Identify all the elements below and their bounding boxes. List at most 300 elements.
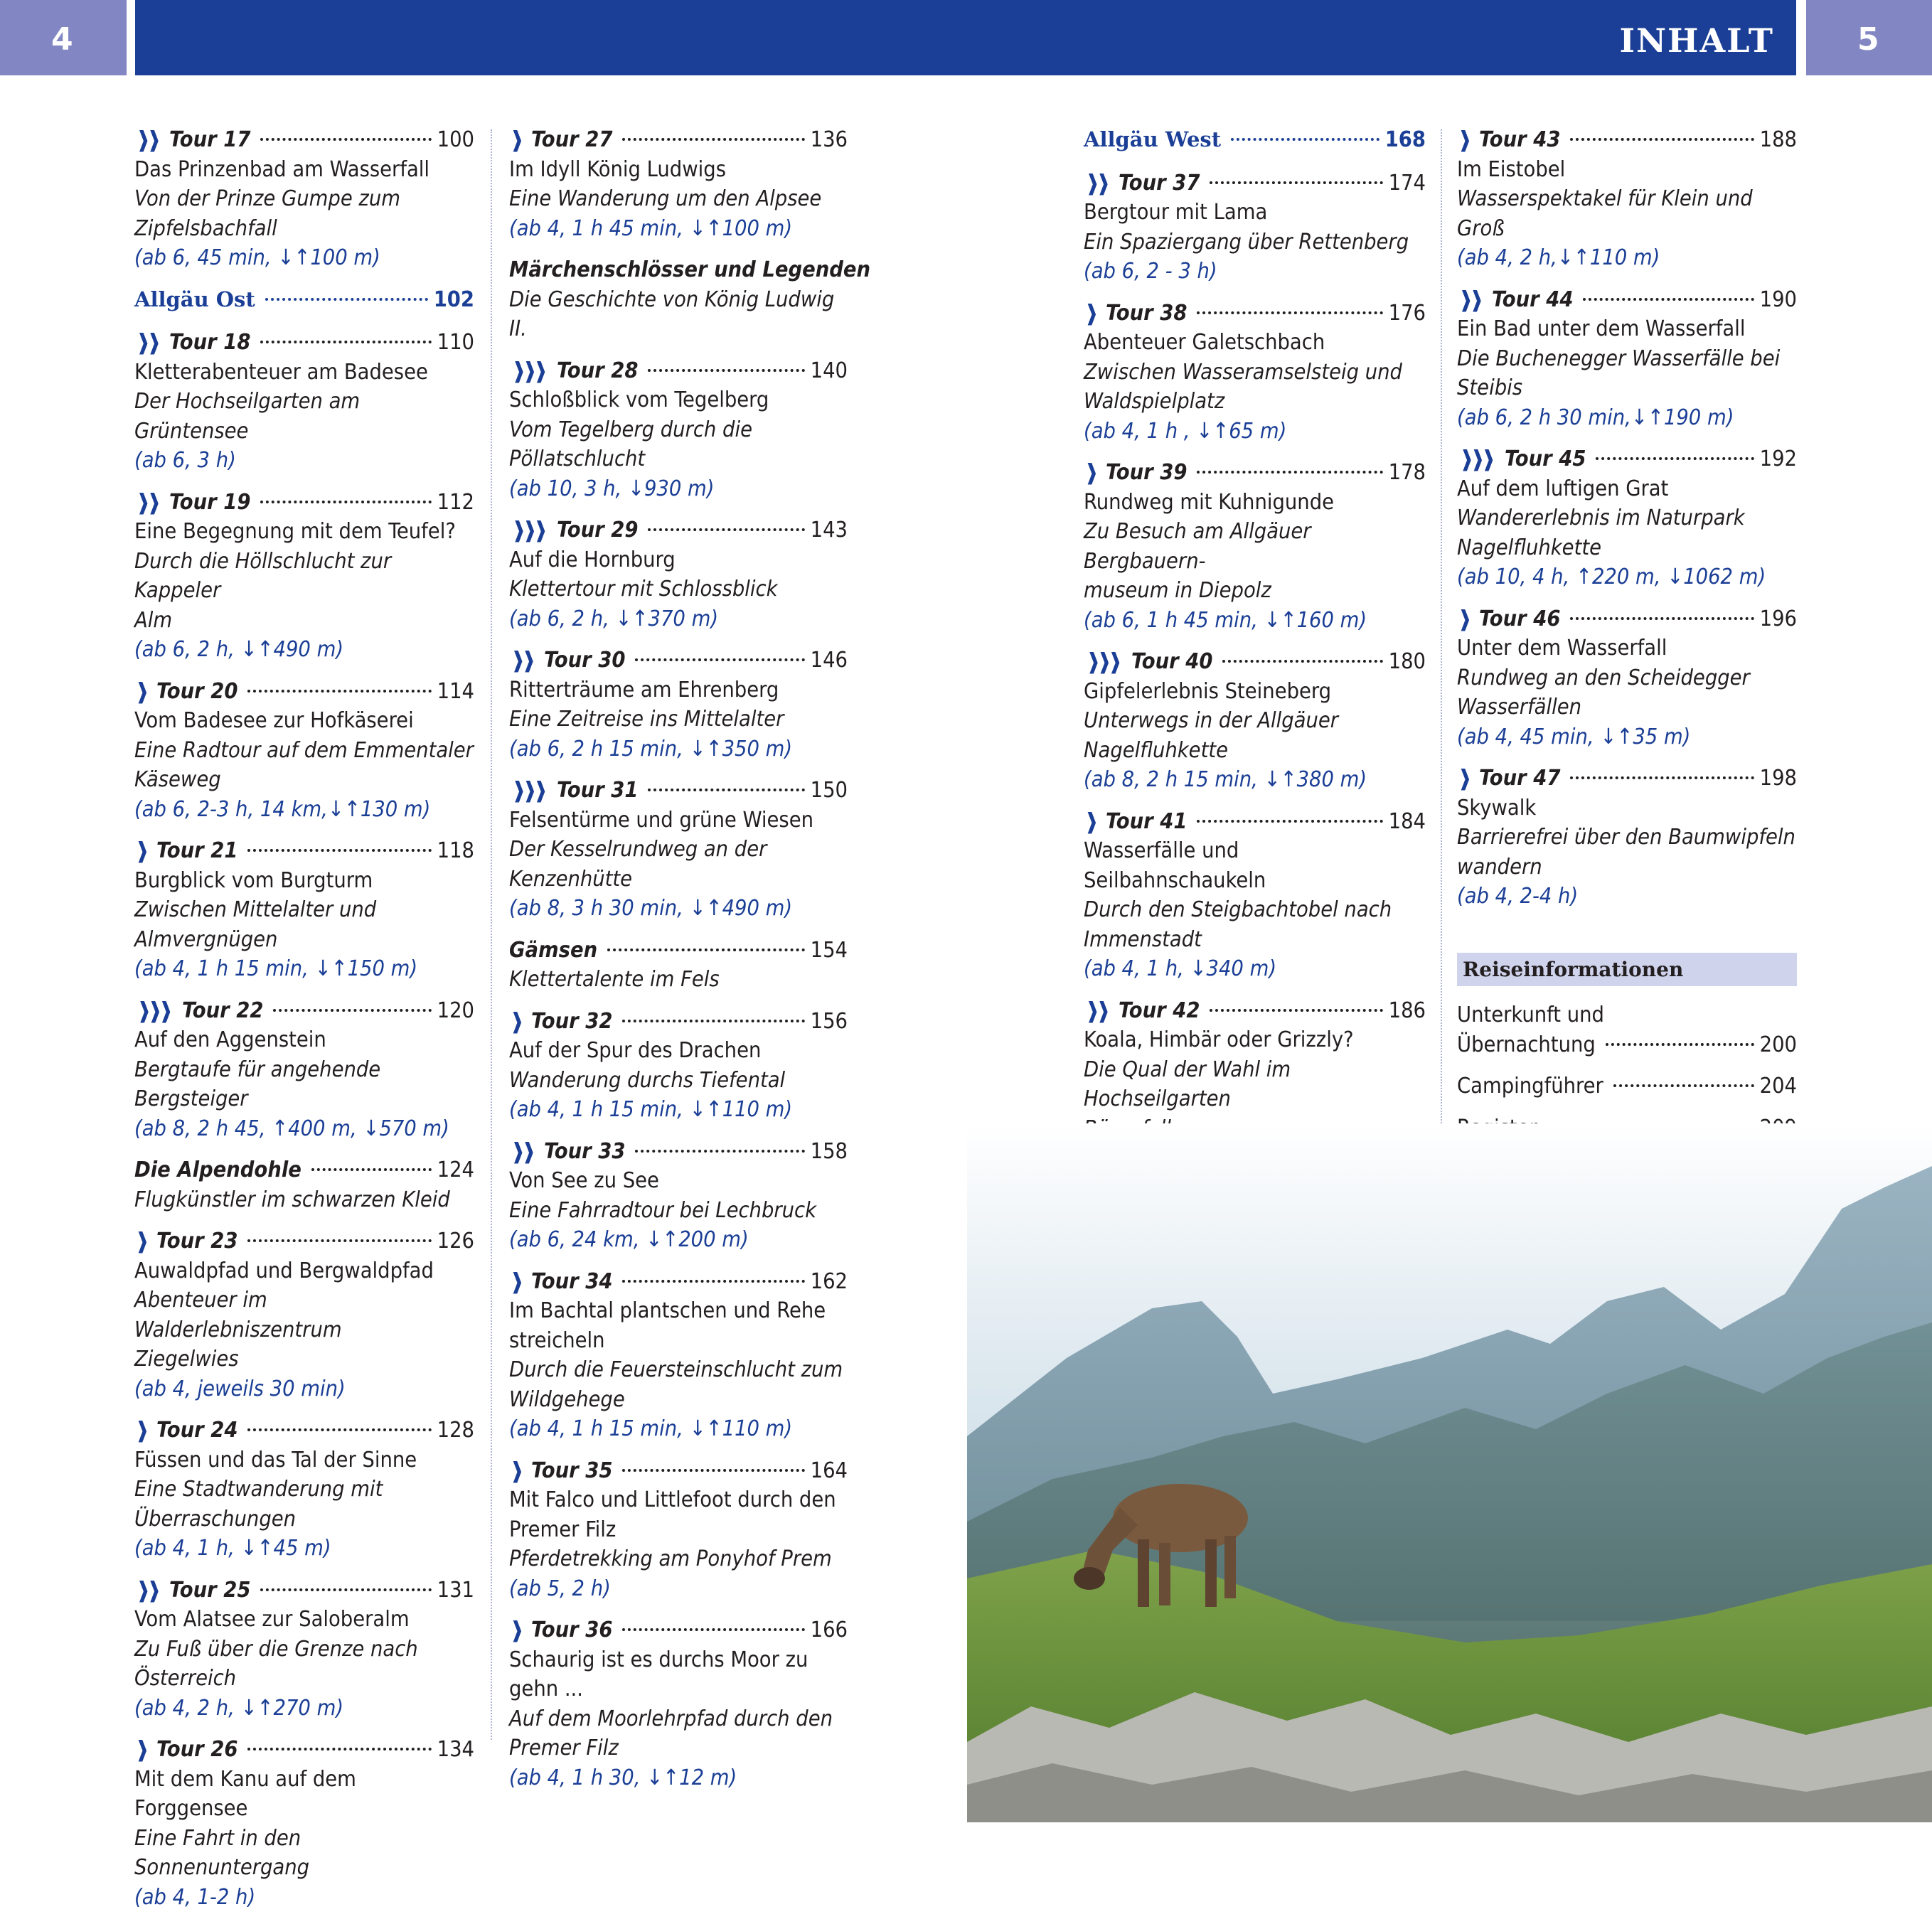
entry-heading-line [509,936,848,966]
entry-title: Auf der Spur des Drachen [509,1038,762,1063]
entry-label-text: Tour 43 [1479,127,1561,152]
entry-details: (ab 6, 45 min, ↓↑100 m) [134,245,380,270]
difficulty-chevron-icon: ❱ [135,1418,146,1443]
entry-label [509,356,638,386]
entry-details: (ab 8, 2 h 45, ↑400 m, ↓570 m) [134,1116,449,1141]
entry-label-text: Tour 22 [181,998,264,1023]
entry-label-text: Tour 17 [169,127,251,152]
entry-label-text: Gämsen [509,937,598,963]
entry-label-text: Tour 29 [556,518,639,543]
toc-column-1 [134,125,474,1924]
dot-leader [648,789,804,791]
entry-label [509,255,870,285]
difficulty-chevron-icon: ❱ [510,1008,521,1034]
entry-subtitle: Zu Fuß über die Grenze nach Österreich [134,1636,418,1691]
entry-heading-line [509,1456,848,1486]
entry-subtitle: Durch die Höllschlucht zur Kappeler [134,548,392,603]
page-number-left: 4 [51,21,73,58]
difficulty-chevron-icon: ❱❱❱ [512,518,545,543]
entry-heading-line [134,677,474,707]
entry-title: Eine Begegnung mit dem Teufel? [134,519,456,544]
tour-entry [134,1416,474,1564]
difficulty-chevron-icon: ❱❱❱ [137,998,170,1023]
entry-heading-line [134,1416,474,1445]
entry-details: (ab 4, 2 h, ↓↑270 m) [134,1695,344,1721]
header-band [135,0,1796,75]
entry-subtitle: Auf dem Moorlehrpfad durch den [509,1706,833,1731]
entry-label [1084,169,1200,198]
entry-heading-line [509,1007,848,1037]
entry-label-text: Tour 30 [544,648,626,673]
entry-label [1457,764,1560,793]
entry-title: Vom Alatsee zur Saloberalm [134,1607,410,1632]
entry-label [509,1137,625,1167]
entry-subtitle: Durch die Feuersteinschlucht zum [509,1357,843,1382]
entry-heading-line [134,328,474,358]
dot-leader [635,658,804,661]
entry-heading-line [134,1576,474,1605]
entry-heading-line [134,1155,474,1185]
entry-subtitle: Pferdetrekking am Ponyhof Prem [509,1546,832,1571]
entry-details: (ab 4, 1 h 15 min, ↓↑110 m) [509,1097,793,1122]
entry-details: (ab 6, 24 km, ↓↑200 m) [509,1227,749,1252]
entry-label-text: Tour 32 [531,1008,613,1034]
entry-label-text: Tour 23 [156,1229,238,1254]
entry-subtitle: Abenteuer im Walderlebniszentrum [134,1288,342,1342]
entry-subtitle: Eine Fahrt in den Sonnenuntergang [134,1825,310,1880]
entry-title: Wasserfälle und Seilbahnschaukeln [1084,838,1266,893]
dot-leader [247,1239,431,1242]
column-divider [491,129,492,1740]
entry-details: (ab 6, 3 h) [134,448,236,473]
dot-leader [622,1020,804,1022]
entry-page-number: 154 [810,937,848,963]
entry-heading-line [509,1615,848,1645]
entry-subtitle: Eine Stadtwanderung mit [134,1477,383,1502]
difficulty-chevron-icon: ❱❱ [511,648,533,673]
entry-page-number: 180 [1388,649,1426,674]
dot-leader [1197,311,1382,314]
entry-label [1084,299,1187,328]
reiseinfo-line: Unterkunft und [1457,1003,1604,1027]
entry-heading-line [1084,807,1426,837]
entry-subtitle: Zu Besuch am Allgäuer Bergbauern- [1084,519,1311,574]
mountain-cow-photo [967,1123,1932,1822]
entry-details: (ab 6, 2 - 3 h) [1084,259,1217,284]
entry-details: (ab 6, 2 h 30 min,↓↑190 m) [1457,405,1734,430]
entry-subtitle: Ein Spaziergang über Rettenberg [1084,229,1409,255]
difficulty-chevron-icon: ❱ [135,678,146,704]
entry-label [1084,647,1212,677]
difficulty-chevron-icon: ❱ [135,1737,146,1762]
section-title: INHALT [1619,21,1774,60]
entry-subtitle: wandern [1457,854,1542,880]
difficulty-chevron-icon: ❱ [135,1229,146,1254]
tour-entry [1457,444,1797,592]
toc-column-4 [1457,125,1797,1197]
entry-title: Ritterträume am Ehrenberg [509,677,779,702]
entry-subtitle: Wasserspektakel für Klein und Groß [1457,186,1753,241]
entry-heading-line [1084,169,1426,198]
reiseinfo-entry [1457,1000,1797,1059]
entry-details: (ab 5, 2 h) [509,1576,611,1601]
difficulty-chevron-icon: ❱❱ [136,330,159,355]
dot-leader [1583,298,1754,301]
entry-details: (ab 8, 2 h 15 min, ↓↑380 m) [1084,767,1367,792]
entry-label-text: Tour 46 [1479,606,1561,631]
difficulty-chevron-icon: ❱❱❱ [1087,649,1119,674]
entry-subtitle: Eine Wanderung um den Alpsee [509,186,822,211]
entry-heading-line [1457,125,1797,155]
entry-page-number: 174 [1388,170,1426,196]
entry-subtitle: Klettertalente im Fels [509,967,720,992]
entry-details: (ab 4, 45 min, ↓↑35 m) [1457,724,1691,749]
entry-page-number: 158 [810,1138,848,1164]
region-heading [134,285,474,315]
dot-leader [622,1280,804,1283]
feature-entry [509,936,848,995]
tour-entry [134,836,474,984]
reiseinfo-page-number: 200 [1759,1032,1797,1057]
entry-details: (ab 4, 1 h , ↓↑65 m) [1084,418,1287,444]
entry-label-text: Tour 41 [1106,808,1188,834]
entry-details: (ab 6, 2 h, ↓↑490 m) [134,637,344,662]
feature-entry [509,255,871,344]
tour-entry [134,677,474,825]
tour-entry [509,1267,848,1444]
entry-label-text: Märchenschlösser und Legenden [509,257,871,282]
entry-page-number: 188 [1759,127,1797,152]
entry-subtitle: Kenzenhütte [509,866,633,892]
entry-page-number: 162 [810,1268,848,1294]
entry-title: Rundweg mit Kuhnigunde [1084,489,1335,515]
entry-page-number: 150 [810,778,848,803]
toc-column-3 [1084,125,1426,1185]
entry-title: Schloßblick vom Tegelberg [509,388,769,412]
entry-label-text: Tour 44 [1492,287,1574,312]
entry-label-text: Tour 35 [531,1458,613,1483]
entry-title: Das Prinzenbad am Wasserfall [134,156,430,182]
entry-title: Gipfelerlebnis Steineberg [1084,678,1332,704]
entry-label-text: Tour 26 [156,1737,238,1762]
dot-leader [635,1150,804,1153]
entry-label [1457,444,1586,474]
entry-title: Schaurig ist es durchs Moor zu gehn ... [509,1647,808,1701]
entry-label [509,515,638,545]
entry-label [509,1267,612,1297]
entry-subtitle: Nagelfluhkette [1457,535,1601,560]
difficulty-chevron-icon: ❱ [510,1268,521,1294]
entry-subtitle: Rundweg an den Scheidegger [1457,665,1750,690]
dot-leader [622,1469,804,1472]
entry-page-number: 112 [437,489,474,515]
entry-label [134,488,250,518]
difficulty-chevron-icon: ❱❱ [511,1138,533,1164]
entry-label-text: Tour 36 [531,1618,613,1642]
entry-subtitle: Wanderung durchs Tiefental [509,1067,786,1093]
entry-title: Auf dem luftigen Grat [1457,476,1669,501]
dot-leader [260,341,431,343]
entry-details: (ab 4, 2 h,↓↑110 m) [1457,245,1660,270]
dot-leader [622,1628,804,1631]
entry-subtitle: Zwischen Wasseramselsteig und [1084,359,1402,385]
entry-heading-line [134,125,474,155]
entry-subtitle: Eine Zeitreise ins Mittelalter [509,707,784,732]
entry-label-text: Allgäu Ost [134,287,255,311]
difficulty-chevron-icon: ❱ [510,1458,521,1483]
entry-label-text: Tour 31 [556,778,639,803]
entry-page-number: 196 [1759,606,1797,631]
entry-heading-line [509,1137,848,1167]
entry-details: (ab 4, 1 h 45 min, ↓↑100 m) [509,215,793,241]
entry-details: (ab 6, 2 h, ↓↑370 m) [509,606,719,631]
difficulty-chevron-icon: ❱❱ [136,489,159,515]
entry-title: Auwaldpfad und Bergwaldpfad [134,1258,434,1283]
entry-subtitle: Bergtaufe für angehende Bergsteiger [134,1057,381,1111]
entry-title: Auf die Hornburg [509,547,676,572]
entry-label-text: Tour 42 [1119,998,1200,1023]
entry-subtitle: Die Geschichte von König Ludwig II. [509,287,835,341]
entry-subtitle: Barrierefrei über den Baumwipfeln [1457,825,1795,850]
difficulty-chevron-icon: ❱❱❱ [512,358,545,383]
entry-subtitle: Wandererlebnis im Naturpark [1457,506,1745,530]
entry-page-number: 128 [437,1418,474,1443]
entry-page-number: 131 [437,1577,474,1603]
entry-details: (ab 8, 3 h 30 min, ↓↑490 m) [509,896,793,921]
entry-subtitle: Käseweg [134,767,221,792]
entry-page-number: 190 [1759,287,1797,312]
entry-title: Mit Falco und Littlefoot durch den [509,1487,836,1512]
dot-leader [311,1168,432,1171]
entry-label [134,1155,301,1185]
entry-title: Vom Badesee zur Hofkäserei [134,708,414,733]
entry-subtitle: Wasserfällen [1457,695,1582,720]
reiseinfo-entry [1457,1071,1797,1101]
reiseinfo-heading-line [1457,1071,1797,1101]
entry-heading-line [509,515,848,545]
tour-entry [134,488,474,665]
tour-entry [509,125,848,243]
tour-entry [1084,807,1426,984]
tour-entry [1457,764,1797,912]
feature-entry [134,1155,474,1214]
difficulty-chevron-icon: ❱❱ [1085,170,1108,196]
page-number-right: 5 [1857,21,1879,58]
entry-heading-line [509,646,848,675]
entry-page-number: 114 [437,678,474,704]
entry-details: (ab 6, 2 h 15 min, ↓↑350 m) [509,736,793,761]
tour-entry [509,356,848,504]
difficulty-chevron-icon: ❱❱❱ [512,778,545,803]
dot-leader [1570,776,1754,779]
entry-label [134,328,250,358]
tour-entry [1084,169,1426,287]
entry-heading-line [509,255,871,285]
entry-label [1457,285,1573,315]
entry-subtitle: Immenstadt [1084,926,1202,952]
entry-label-text: Tour 34 [531,1268,613,1294]
entry-title: Premer Filz [509,1517,617,1542]
entry-details: (ab 4, 1 h, ↓340 m) [1084,956,1277,981]
difficulty-chevron-icon: ❱ [1458,766,1469,791]
reiseinfo-label: Übernachtung [1457,1032,1596,1057]
dot-leader [1596,457,1754,460]
entry-label [509,1007,612,1037]
entry-page-number: 178 [1388,460,1426,485]
entry-page-number: 102 [433,287,474,312]
entry-page-number: 192 [1759,447,1797,471]
entry-title: Im Idyll König Ludwigs [509,156,726,182]
tour-entry [509,1007,848,1125]
tour-entry [134,1735,474,1912]
entry-title: Ein Bad unter dem Wasserfall [1457,316,1746,341]
entry-label [1084,458,1187,488]
region-heading [1084,125,1426,155]
difficulty-chevron-icon: ❱❱ [1458,287,1481,312]
entry-label [509,1456,612,1486]
entry-subtitle: Wildgehege [509,1386,625,1412]
entry-details: (ab 4, 1 h 30, ↓↑12 m) [509,1765,737,1790]
entry-label [509,776,638,806]
entry-page-number: 186 [1388,998,1426,1023]
entry-heading-line [1457,444,1797,474]
entry-heading-line [134,488,474,518]
entry-heading-line [1084,299,1426,328]
entry-subtitle: Von der Prinze Gumpe zum [134,186,400,211]
difficulty-chevron-icon: ❱ [1084,808,1096,834]
tour-entry [134,125,474,273]
entry-subtitle: Alm [134,607,173,633]
entry-heading-line [134,1226,474,1256]
entry-label-text: Allgäu West [1084,127,1222,151]
entry-label [134,836,238,866]
tour-entry [1457,604,1797,752]
entry-page-number: 176 [1388,300,1426,326]
entry-label [1084,996,1200,1026]
tour-entry [134,1576,474,1723]
difficulty-chevron-icon: ❱❱❱ [1460,447,1493,471]
entry-heading-line [1084,458,1426,488]
dot-leader [247,690,431,693]
entry-page-number: 118 [437,838,474,863]
entry-page-number: 166 [810,1618,848,1642]
entry-page-number: 134 [437,1737,474,1762]
dot-leader [607,948,805,951]
entry-title: Auf den Aggenstein [134,1027,326,1052]
entry-subtitle: museum in Diepolz [1084,578,1271,603]
dot-leader [1231,138,1379,141]
entry-subtitle: Ziegelwies [134,1347,239,1372]
tour-entry [509,1137,848,1255]
entry-label-text: Tour 28 [556,358,639,383]
entry-subtitle: Eine Radtour auf dem Emmentaler [134,737,474,763]
entry-title: Mit dem Kanu auf dem Forggensee [134,1766,356,1821]
entry-subtitle: Nagelfluhkette [1084,737,1228,763]
dot-leader [1222,660,1382,663]
entry-title: Im Eistobel [1457,156,1566,182]
entry-label-text: Tour 20 [156,678,238,704]
entry-details: (ab 4, jeweils 30 min) [134,1376,346,1401]
tour-entry [1084,647,1426,795]
entry-label-text: Tour 18 [169,330,251,355]
entry-details: (ab 4, 1 h 15 min, ↓↑150 m) [134,956,418,981]
dot-leader [260,501,431,503]
tour-entry [1084,458,1426,635]
entry-page-number: 100 [437,127,474,152]
difficulty-chevron-icon: ❱ [1458,127,1469,152]
tour-entry [134,328,474,476]
difficulty-chevron-icon: ❱❱ [136,127,159,152]
entry-label [1457,125,1560,155]
entry-title: Bergtour mit Lama [1084,200,1268,225]
entry-subtitle: Vom Tegelberg durch die Pöllatschlucht [509,417,752,471]
entry-subtitle: Waldspielplatz [1084,389,1225,414]
entry-label-text: Tour 19 [169,489,251,515]
dot-leader [1570,617,1754,620]
entry-heading-line [1457,285,1797,315]
entry-heading-line [509,356,848,386]
difficulty-chevron-icon: ❱ [1084,300,1096,326]
entry-label-text: Tour 33 [544,1138,626,1164]
entry-page-number: 136 [810,127,848,152]
entry-title: Felsentürme und grüne Wiesen [509,807,813,833]
entry-label [509,125,612,155]
entry-label-text: Tour 24 [156,1418,238,1443]
entry-label [134,1226,238,1256]
reiseinfo-heading-line [1457,1030,1797,1060]
entry-heading-line [1084,125,1426,155]
entry-page-number: 126 [437,1229,474,1254]
entry-page-number: 110 [437,330,474,355]
dot-leader [648,528,804,531]
entry-subtitle: Premer Filz [509,1736,619,1760]
entry-label-text: Die Alpendohle [134,1158,301,1182]
entry-page-number: 143 [810,518,848,543]
entry-subtitle: Überraschungen [134,1506,297,1532]
entry-subtitle: Die Buchenegger Wasserfälle bei [1457,346,1781,371]
tour-entry [1084,299,1426,447]
entry-heading-line [509,125,848,155]
entry-subtitle: Eine Fahrradtour bei Lechbruck [509,1197,817,1223]
dot-leader [1570,138,1754,141]
entry-label-text: Tour 40 [1131,649,1213,674]
entry-label [509,646,625,675]
dot-leader [260,138,431,141]
entry-label-text: Tour 25 [169,1577,251,1603]
entry-heading-line [1457,764,1797,793]
dot-leader [1613,1084,1754,1087]
dot-leader [247,1748,431,1751]
difficulty-chevron-icon: ❱ [135,838,146,863]
tour-entry [509,1456,848,1604]
entry-heading-line [1084,647,1426,677]
entry-title: Abenteuer Galetschbach [1084,330,1325,355]
dot-leader [1197,471,1382,474]
entry-title: Im Bachtal plantschen und Rehe [509,1298,826,1323]
entry-label-text: Tour 47 [1479,766,1561,791]
entry-title: Burgblick vom Burgturm [134,867,373,893]
entry-title: Koala, Himbär oder Grizzly? [1084,1027,1354,1052]
entry-details: (ab 4, 1-2 h) [134,1884,256,1910]
toc-column-2 [509,125,871,1805]
entry-label [134,677,238,707]
entry-heading-line [134,1735,474,1765]
entry-page-number: 120 [437,998,474,1023]
entry-details: (ab 4, 1 h 15 min, ↓↑110 m) [509,1416,793,1441]
entry-details: (ab 10, 3 h, ↓930 m) [509,476,715,501]
entry-details: (ab 6, 1 h 45 min, ↓↑160 m) [1084,607,1367,633]
difficulty-chevron-icon: ❱ [1084,460,1096,485]
